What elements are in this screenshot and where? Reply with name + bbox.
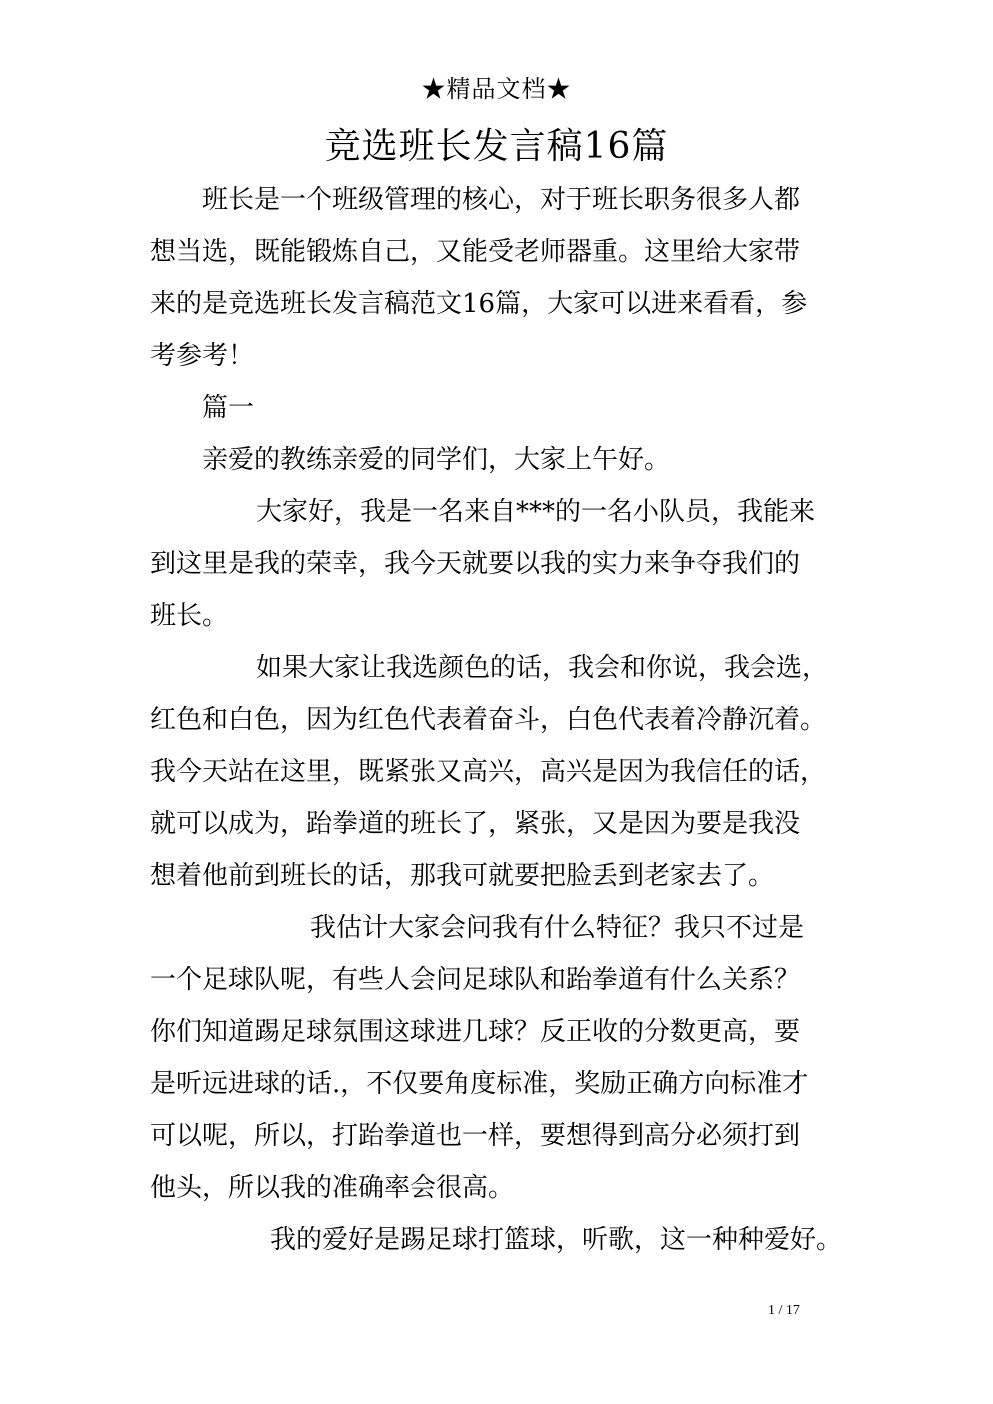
paragraph-line: 班长。 xyxy=(150,601,229,631)
paragraph-line: 可以呢，所以，打跆拳道也一样，要想得到高分必须打到 xyxy=(150,1121,801,1151)
paragraph-line: 来的是竞选班长发言稿范文16篇，大家可以进来看看，参 xyxy=(150,289,808,319)
paragraph-line: 就可以成为，跆拳道的班长了，紧张，又是因为要是我没 xyxy=(150,809,801,839)
paragraph-line: 我今天站在这里，既紧张又高兴，高兴是因为我信任的话， xyxy=(150,757,827,787)
paragraph-line: 想当选，既能锻炼自己，又能受老师器重。这里给大家带 xyxy=(150,237,801,267)
salutation-line: 亲爱的教练亲爱的同学们，大家上午好。 xyxy=(202,445,671,475)
paragraph-line: 红色和白色，因为红色代表着奋斗，白色代表着冷静沉着。 xyxy=(150,705,827,735)
document-header: ★精品文档★ xyxy=(421,75,572,103)
page-number: 1 / 17 xyxy=(768,1303,800,1318)
paragraph-line: 是听远进球的话.，不仅要角度标准，奖励正确方向标准才 xyxy=(150,1069,809,1099)
paragraph-line: 大家好，我是一名来自***的一名小队员，我能来 xyxy=(256,497,816,527)
paragraph-line: 想着他前到班长的话，那我可就要把脸丢到老家去了。 xyxy=(150,861,775,891)
paragraph-line: 如果大家让我选颜色的话，我会和你说，我会选， xyxy=(256,653,829,683)
document-body xyxy=(150,174,843,1266)
paragraph-line: 到这里是我的荣幸，我今天就要以我的实力来争夺我们的 xyxy=(150,549,801,579)
paragraph-line: 我估计大家会问我有什么特征？我只不过是 xyxy=(310,913,805,943)
paragraph-line: 我的爱好是踢足球打篮球，听歌，这一种种爱好。 xyxy=(270,1225,843,1255)
section-heading: 篇一 xyxy=(202,393,255,423)
paragraph-line: 班长是一个班级管理的核心，对于班长职务很多人都 xyxy=(202,185,801,215)
paragraph-line: 他头，所以我的准确率会很高。 xyxy=(150,1173,515,1203)
paragraph-line: 考参考！ xyxy=(150,341,255,371)
paragraph-line: 你们知道踢足球氛围这球进几球？反正收的分数更高，要 xyxy=(150,1017,801,1047)
document-title: 竞选班长发言稿16篇 xyxy=(324,126,669,167)
paragraph-line: 一个足球队呢，有些人会问足球队和跆拳道有什么关系？ xyxy=(150,965,801,995)
